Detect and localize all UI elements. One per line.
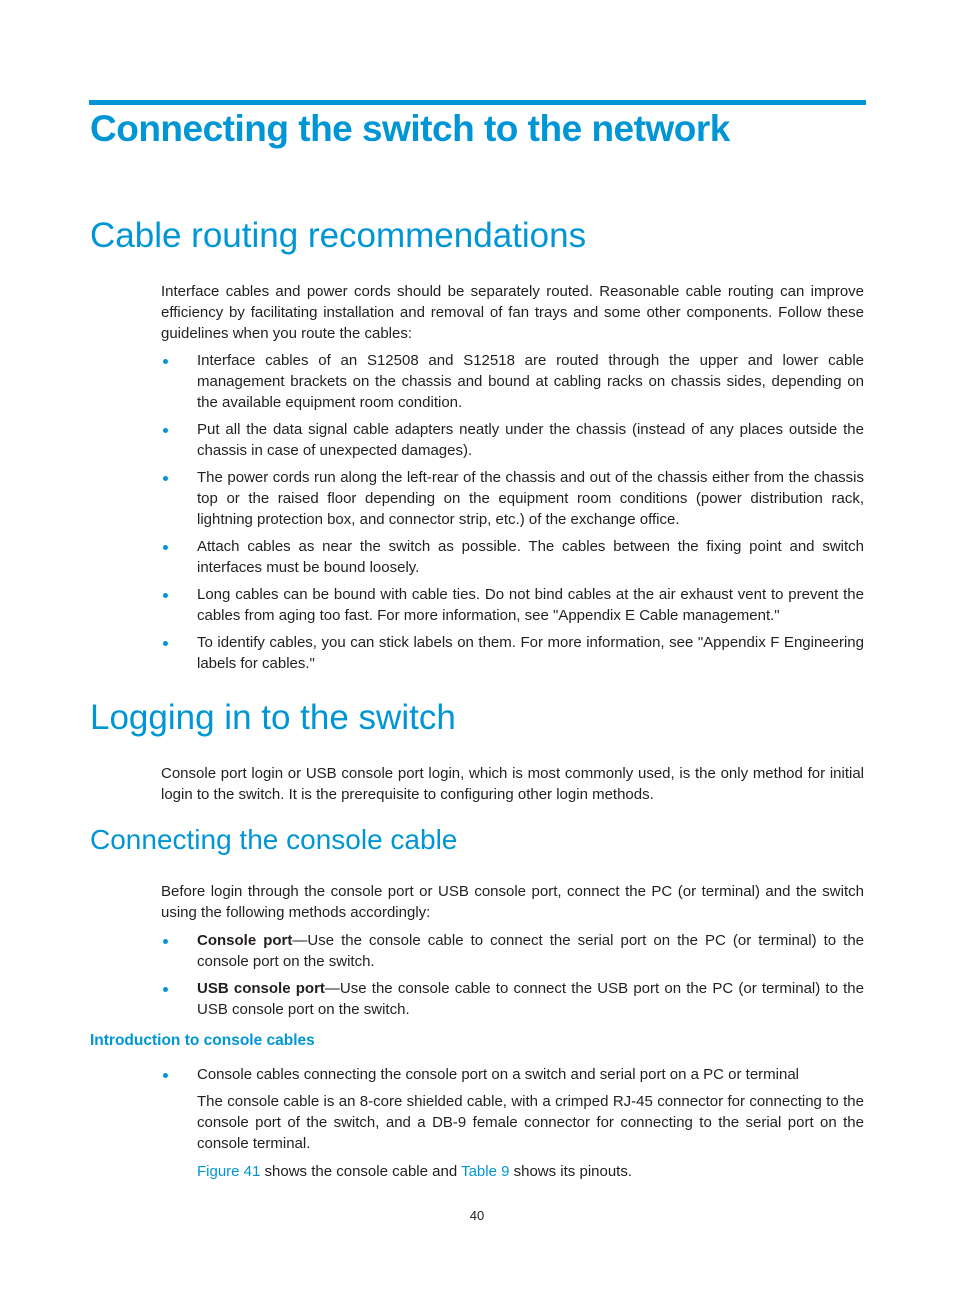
chapter-rule xyxy=(89,100,866,105)
bullet-icon xyxy=(163,987,168,992)
cable-routing-intro: Interface cables and power cords should be separately routed. Reasonable cable routing can improve efficiency by facilitating installation and removal of fan trays and some other components. Follow these guidelines when you route the cables: xyxy=(161,283,864,342)
heading-logging-in: Logging in to the switch xyxy=(90,698,456,737)
figure-41-link[interactable]: Figure 41 xyxy=(197,1163,261,1180)
bullet-icon xyxy=(163,593,168,598)
heading-intro-console-cables: Introduction to console cables xyxy=(90,1032,315,1049)
console-cables-list xyxy=(161,1064,864,1091)
list-item: USB console port—Use the console cable to connect the USB port on the PC (or terminal) to the USB console port on the switch. xyxy=(161,978,864,1020)
console-methods-list xyxy=(161,930,864,1026)
list-item: Interface cables of an S12508 and S12518 are routed through the upper and lower cable management brackets on the chassis and bound at cabling racks on chassis sides, depending on the available equipment room condition. xyxy=(161,350,864,413)
bullet-icon xyxy=(163,545,168,550)
list-item: Put all the data signal cable adapters neatly under the chassis (instead of any places outside the chassis in case of unexpected damages). xyxy=(161,419,864,461)
list-item: Console port—Use the console cable to connect the serial port on the PC (or terminal) to the console port on the switch. xyxy=(161,930,864,972)
cable-routing-list xyxy=(161,350,864,680)
bullet-icon xyxy=(163,428,168,433)
list-item: To identify cables, you can stick labels on them. For more information, see "Appendix F Engineering labels for cables." xyxy=(161,632,864,674)
bullet-icon xyxy=(163,1073,168,1078)
list-item: Attach cables as near the switch as possible. The cables between the fixing point and switch interfaces must be bound loosely. xyxy=(161,536,864,578)
bullet-icon xyxy=(163,359,168,364)
console-cable-description: The console cable is an 8-core shielded cable, with a crimped RJ-45 connector for connecting to the console port of the switch, and a DB-9 female connector for connecting to the serial port on the console terminal. xyxy=(197,1093,864,1152)
heading-cable-routing: Cable routing recommendations xyxy=(90,216,587,255)
page-number: 40 xyxy=(469,1208,485,1223)
list-item: Long cables can be bound with cable ties. Do not bind cables at the air exhaust vent to prevent the cables from aging too fast. For more information, see "Appendix E Cable management." xyxy=(161,584,864,626)
bullet-icon xyxy=(163,939,168,944)
logging-in-intro: Console port login or USB console port login, which is most commonly used, is the only method for initial login to the switch. It is the prerequisite to configuring other login methods. xyxy=(161,765,864,803)
term-console-port: Console port xyxy=(197,932,293,949)
bullet-icon xyxy=(163,476,168,481)
list-item: Console cables connecting the console port on a switch and serial port on a PC or terminal xyxy=(161,1064,864,1085)
term-usb-console-port: USB console port xyxy=(197,980,325,997)
table-9-link[interactable]: Table 9 xyxy=(461,1163,510,1180)
figure-reference: Figure 41 shows the console cable and Table 9 shows its pinouts. xyxy=(197,1163,633,1180)
heading-console-cable: Connecting the console cable xyxy=(90,824,458,855)
console-cable-intro: Before login through the console port or USB console port, connect the PC (or terminal) and the switch using the following methods accordingly: xyxy=(161,883,864,921)
bullet-icon xyxy=(163,641,168,646)
chapter-title: Connecting the switch to the network xyxy=(90,108,730,149)
list-item: The power cords run along the left-rear of the chassis and out of the chassis either from the chassis top or the raised floor depending on the equipment room conditions (power distribution rack, lightning protection box, and connector strip, etc.) of the exchange office. xyxy=(161,467,864,530)
